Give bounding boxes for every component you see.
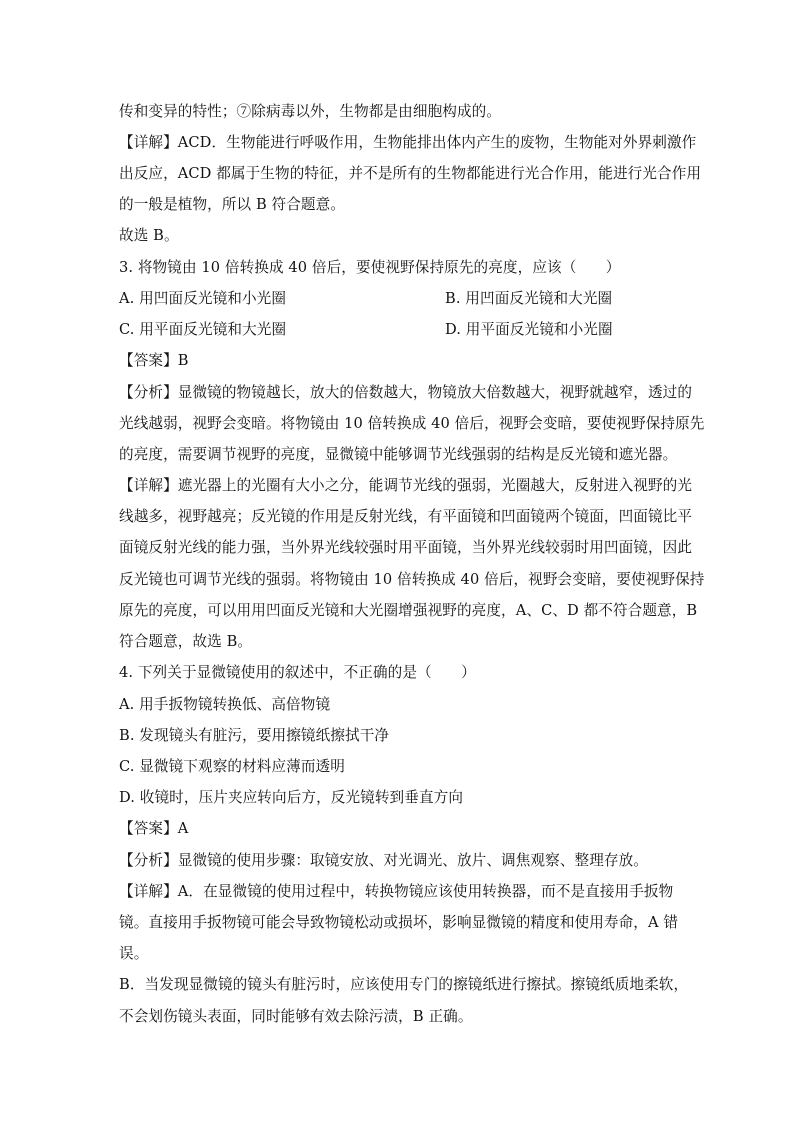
q4-detail-line-2: 镜。直接用手扳物镜可能会导致物镜松动或损坏，影响显微镜的精度和使用寿命，A 错 — [119, 914, 679, 931]
q4-detail-line-1: 【详解】A．在显微镜的使用过程中，转换物镜应该使用转换器，而不是直接用手扳物 — [119, 883, 674, 900]
intro-line-1: 传和变异的特性；⑦除病毒以外，生物都是由细胞构成的。 — [119, 103, 502, 120]
q3-option-b: B. 用凹面反光镜和大光圈 — [445, 290, 613, 307]
q4-analysis-line-1: 【分析】显微镜的使用步骤：取镜安放、对光调光、放片、调焦观察、整理存放。 — [119, 852, 648, 869]
q3-detail-line-4: 反光镜也可调节光线的强弱。将物镜由 10 倍转换成 40 倍后，视野会变暗，要使视野保持 — [119, 571, 705, 588]
q4-stem: 4. 下列关于显微镜使用的叙述中，不正确的是（ ） — [119, 664, 476, 681]
q3-analysis-line-3: 的亮度，需要调节视野的亮度，显微镜中能够调节光线强弱的结构是反光镜和遮光器。 — [119, 446, 678, 463]
q4-option-b: B. 发现镜头有脏污，要用擦镜纸擦拭干净 — [119, 727, 390, 744]
q2-conclusion: 故选 B。 — [119, 227, 179, 244]
q4-option-a: A. 用手扳物镜转换低、高倍物镜 — [119, 696, 331, 713]
q3-detail-line-6: 符合题意，故选 B。 — [119, 633, 253, 650]
q4-answer: 【答案】A — [119, 820, 189, 837]
q3-detail-line-5: 原先的亮度，可以用用凹面反光镜和大光圈增强视野的亮度，A、C、D 都不符合题意，B — [119, 602, 698, 619]
q4-option-c: C. 显微镜下观察的材料应薄而透明 — [119, 758, 345, 775]
q3-analysis-line-1: 【分析】显微镜的物镜越长，放大的倍数越大，物镜放大倍数越大，视野就越窄，透过的 — [119, 384, 693, 401]
q4-option-d: D. 收镜时，压片夹应转向后方，反光镜转到垂直方向 — [119, 789, 464, 806]
q3-detail-line-3: 面镜反射光线的能力强，当外界光线较强时用平面镜，当外界光线较弱时用凹面镜，因此 — [119, 539, 693, 556]
q3-stem: 3. 将物镜由 10 倍转换成 40 倍后，要使视野保持原先的亮度，应该（ ） — [119, 259, 621, 276]
q4-detail-line-5: 不会划伤镜头表面，同时能够有效去除污渍，B 正确。 — [119, 1008, 473, 1025]
q3-detail-line-2: 线越多，视野越亮；反光镜的作用是反射光线，有平面镜和凹面镜两个镜面，凹面镜比平 — [119, 508, 693, 525]
q2-detail-line-3: 的一般是植物，所以 B 符合题意。 — [119, 196, 346, 213]
q3-detail-line-1: 【详解】遮光器上的光圈有大小之分，能调节光线的强弱，光圈越大，反射进入视野的光 — [119, 477, 693, 494]
q3-answer: 【答案】B — [119, 352, 189, 369]
q3-analysis-line-2: 光线越弱，视野会变暗。将物镜由 10 倍转换成 40 倍后，视野会变暗，要使视野保持原先 — [119, 415, 705, 432]
q2-detail-line-1: 【详解】ACD．生物能进行呼吸作用，生物能排出体内产生的废物，生物能对外界刺激作 — [119, 134, 697, 151]
q2-detail-line-2: 出反应，ACD 都属于生物的特征，并不是所有的生物都能进行光合作用，能进行光合作用 — [119, 165, 702, 182]
q3-option-c: C. 用平面反光镜和大光圈 — [119, 321, 287, 338]
q4-detail-line-4: B．当发现显微镜的镜头有脏污时，应该使用专门的擦镜纸进行擦拭。擦镜纸质地柔软， — [119, 976, 689, 993]
q3-option-d: D. 用平面反光镜和小光圈 — [445, 321, 613, 338]
q4-detail-line-3: 误。 — [119, 945, 149, 962]
q3-option-a: A. 用凹面反光镜和小光圈 — [119, 290, 287, 307]
